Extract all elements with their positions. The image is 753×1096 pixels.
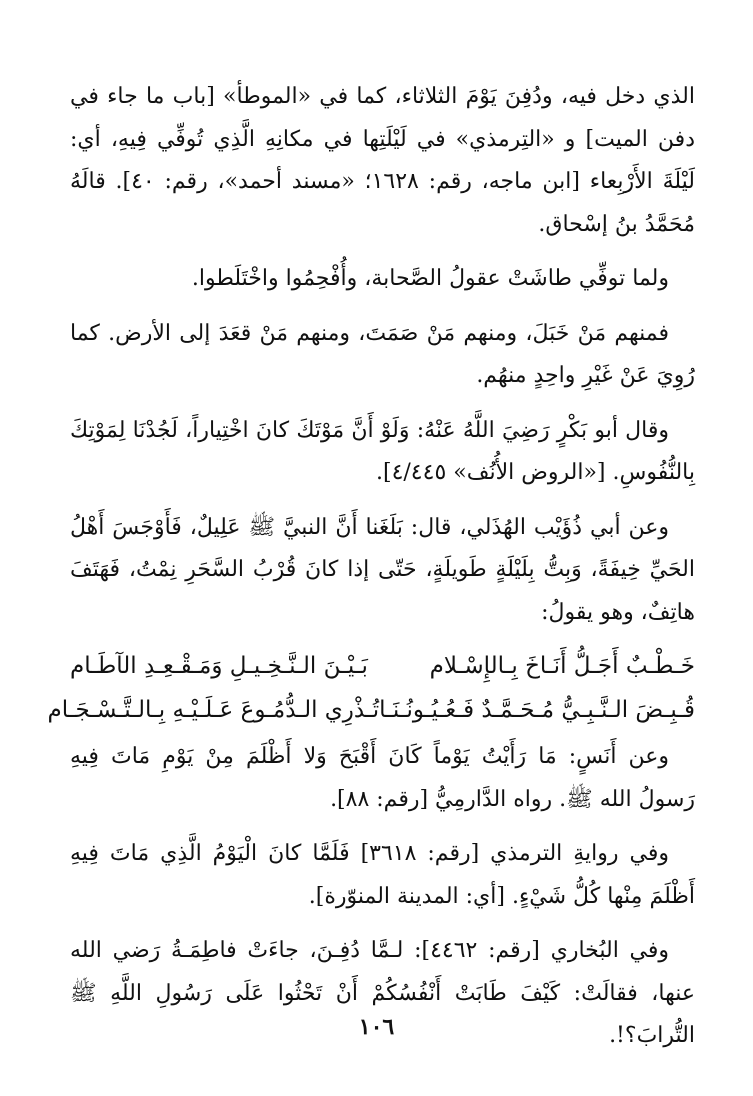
paragraph: وقال أبو بَكْرٍ رَضِيَ اللَّهُ عَنْهُ: وَلَوْ أَنَّ مَوْتَكَ كانَ اخْتِياراً، لَجُدْنَا لِمَوْتِكَ بِالنُّفُوسِ. [«الروض الأُنُف» ٤/٤٤٥]. <box>70 417 695 485</box>
paragraph: فمنهم مَنْ خَبَلَ، ومنهم مَنْ صَمَتَ، ومنهم مَنْ قعَدَ إلى الأرض. كما رُوِيَ عَنْ غَيْرِ واحِدٍ منهُم. <box>70 320 695 388</box>
paragraph: الذي دخل فيه، ودُفِنَ يَوْمَ الثلاثاء، كما في «الموطأ» [باب ما جاء في دفن الميت] و «التِرمذي» في لَيْلَتِها في مكانِهِ الَّذِي تُوفِّي فِيهِ، أي: لَيْلَةَ الأَرْبِعاء [ابن ماجه، رقم: ١٦٢٨؛ «مسند أحمد»، رقم: ٤٠]. قالَهُ مُحَمَّدُ بنُ إسْحاق. <box>70 84 695 237</box>
paragraph-gap <box>70 398 695 410</box>
paragraph: وعن أَنَسٍ: مَا رَأَيْتُ يَوْماً كَانَ أَقْبَحَ وَلا أَظْلَمَ مِنْ يَوْمِ مَاتَ فِيهِ رَسولُ الله ﷺ. رواه الدَّارمِيُّ [رقم: ٨٨]. <box>70 744 695 812</box>
paragraph-gap <box>70 821 695 833</box>
book-page <box>47 76 695 1056</box>
paragraph: وفي البُخاري [رقم: ٤٤٦٢]: لـمَّا دُفِـنَ، جاءَتْ فاطِمَـةُ رَضي الله عنها، فقالَتْ: كَيْفَ طَابَتْ أَنْفُسُكُمْ أَنْ تَحْثُوا عَلَى رَسُولِ اللَّهِ ﷺ التُّرابَ؟!. <box>70 938 695 1048</box>
paragraph-gap <box>70 495 695 507</box>
poem-first-hemistich: قُـبِـضَ الـنَّـبِـيُّ مُـحَـمَّـدٌ فَـعُـيُـونُـنَـا <box>379 697 695 723</box>
paragraph: وعن أبي ذُؤَيْب الهُذَلي، قال: بَلَغَنا أَنَّ النبيَّ ﷺ عَلِيلٌ، فَأَوْجَسَ أَهْلُ الحَيِّ خِيفَةً، وَبِتُّ بِلَيْلَةٍ طَويلَةٍ، حَتّى إذا كانَ قُرْبُ السَّحَرِ نِمْتُ، فَهَتَفَ هاتِفٌ، وهو يقولُ: <box>70 514 695 625</box>
poem-second-hemistich: بَـيْـنَ الـنَّـخِـيـلِ وَمَـقْـعِـدِ الآطَـام <box>70 653 368 679</box>
poem-verse <box>70 644 695 688</box>
poem <box>47 644 695 732</box>
paragraph: وفي روايةِ الترمذي [رقم: ٣٦١٨] فَلَمَّا كانَ الْيَوْمُ الَّذِي مَاتَ فِيهِ أَظْلَمَ مِنْها كُلُّ شَيْءٍ. [أي: المدينة المنوّرة]. <box>70 841 695 909</box>
paragraph-gap <box>70 301 695 313</box>
poem-second-hemistich: تُـذْرِي الـدُّمُـوعَ عَـلَـيْـهِ بِـالـتَّـسْـجَـام <box>47 697 380 723</box>
paragraph-gap <box>70 246 695 258</box>
paragraph-gap <box>70 918 695 930</box>
poem-first-hemistich: خَـطْـبٌ أَجَـلُّ أَنَـاخَ بِـالإِسْـلام <box>429 653 695 679</box>
paragraph: ولما توفِّي طاشَتْ عقولُ الصَّحابة، وأُفْحِمُوا واخْتَلَطوا. <box>191 266 669 291</box>
poem-verse <box>47 688 695 732</box>
page-number: ١٠٦ <box>358 1014 395 1040</box>
